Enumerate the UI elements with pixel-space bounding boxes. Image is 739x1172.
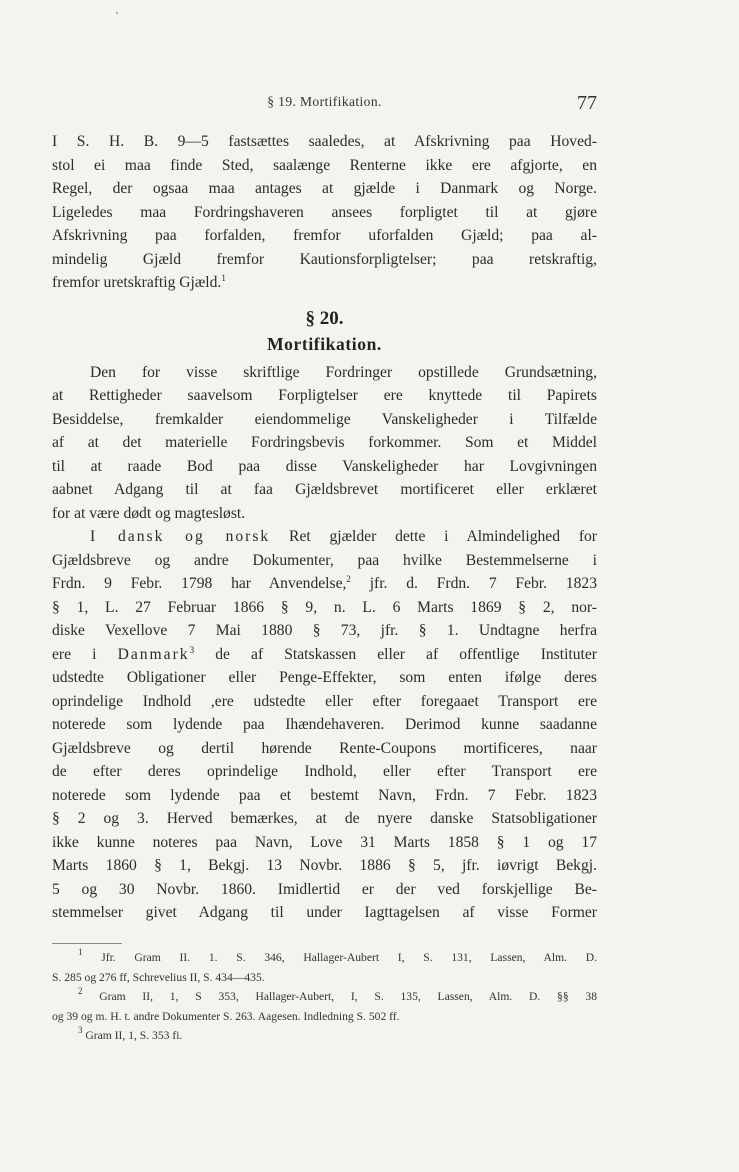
footnote-text: Jfr. Gram II. 1. S. 346, Hallager-Aubert I, S. 131, Lassen, Alm. D. [82, 951, 597, 964]
text-fragment: de af Statskassen eller af offentlige Instituter [194, 645, 597, 663]
text-line: udstedte Obligationer eller Penge-Effekter, som enten ifølge deres [52, 669, 597, 686]
text-line: diske Vexellove 7 Mai 1880 § 73, jfr. § 1. Undtagne herfra [52, 622, 597, 639]
text-line: Gjældsbreve og dertil hørende Rente-Coupons mortificeres, naar [52, 739, 597, 757]
text-fragment: jfr. d. Frdn. 7 Febr. 1823 [350, 575, 597, 592]
footnote-marker: 1 [78, 947, 83, 957]
text-line: Marts 1860 § 1, Bekgj. 13 Novbr. 1886 § 5, jfr. iøvrigt Bekgj. [52, 857, 597, 874]
footnote-marker: 3 [78, 1025, 83, 1035]
text-line: 5 og 30 Novbr. 1860. Imidlertid er der ved forskjellige Be- [52, 880, 597, 898]
text-fragment: Ret gjælder dette i Almindelighed for [270, 528, 597, 545]
text-line: af at det materielle Fordringsbevis forkommer. Som et Middel [52, 434, 597, 451]
text-fragment: fremfor uretskraftig Gjæld. [52, 274, 222, 291]
text-fragment: ere i [52, 645, 118, 663]
text-line: stemmelser givet Adgang til under Iagttagelsen af visse Former [52, 904, 597, 921]
text-line: Besiddelse, fremkalder eiendommelige Vanskeligheder i Tilfælde [52, 410, 597, 428]
paper-speck [116, 12, 118, 14]
footnote-ref: 3 [189, 644, 195, 655]
text-line [52, 572, 597, 596]
text-line: aabnet Adgang til at faa Gjældsbrevet mortificeret eller erklæret [52, 481, 597, 498]
text-line: stol ei maa finde Sted, saalænge Renterne ikke ere afgjorte, en [52, 156, 597, 174]
footnote-3 [52, 1026, 597, 1046]
page-header [52, 92, 597, 122]
text-line: § 2 og 3. Herved bemærkes, at de nyere danske Statsobligationer [52, 810, 597, 827]
text-line [52, 643, 597, 667]
footnote-marker: 2 [78, 986, 83, 996]
footnote-ref: 2 [346, 574, 351, 584]
text-line: mindelig Gjæld fremfor Kautionsforpligtelser; paa retskraftig, [52, 250, 597, 268]
text-fragment: Frdn. 9 Febr. 1798 har Anvendelse, [52, 575, 347, 592]
text-line: Ligeledes maa Fordringshaveren ansees forpligtet til at gjøre [52, 203, 597, 221]
text-line: for at være dødt og magtesløst. [52, 504, 246, 522]
text-line: noterede som lydende paa et bestemt Navn, Frdn. 7 Febr. 1823 [52, 786, 597, 804]
footnote-line: S. 285 og 276 ff, Schrevelius II, S. 434—435. [52, 970, 265, 984]
spaced-text: Danmark [117, 645, 190, 663]
footnote-1 [52, 948, 597, 968]
footnote-line: og 39 og m. H. t. andre Dokumenter S. 263. Aagesen. Indledning S. 502 ff. [52, 1009, 400, 1023]
page-number: 77 [577, 92, 597, 114]
page-body [52, 130, 597, 925]
text-line: at Rettigheder saavelsom Forpligtelser ere knyttede til Papirets [52, 387, 597, 404]
text-line [52, 271, 597, 295]
running-head: § 19. Mortifikation. [267, 94, 382, 109]
intro-paragraph [52, 130, 597, 295]
section-number: § 20. [305, 307, 344, 329]
text-line: noterede som lydende paa Ihændehaveren. Derimod kunne saadanne [52, 716, 597, 733]
text-line: til at raade Bod paa disse Vanskeligheder har Lovgivningen [52, 457, 597, 475]
footnotes [52, 948, 597, 1046]
text-line: ikke kunne noteres paa Navn, Love 31 Marts 1858 § 1 og 17 [52, 833, 597, 851]
text-line: de efter deres oprindelige Indhold, eller efter Transport ere [52, 763, 597, 780]
paragraph-1 [52, 361, 597, 526]
text-line: Afskrivning paa forfalden, fremfor uforfalden Gjæld; paa al- [52, 227, 597, 244]
text-line: § 1, L. 27 Februar 1866 § 9, n. L. 6 Marts 1869 § 2, nor- [52, 598, 597, 616]
text-line: Regel, der ogsaa maa antages at gjælde i Danmark og Norge. [52, 180, 597, 197]
text-line: Gjældsbreve og andre Dokumenter, paa hvilke Bestemmelserne i [52, 551, 597, 569]
text-line: oprindelige Indhold ,ere udstedte eller efter foregaaet Transport ere [52, 692, 597, 710]
footnote-text: Gram II, 1, S. 353 fi. [82, 1029, 183, 1042]
spaced-text: I dansk og norsk [90, 528, 271, 545]
footnote-2 [52, 987, 597, 1007]
footnote-ref: 1 [221, 273, 226, 283]
text-line [52, 525, 597, 549]
section-title: Mortifikation. [267, 333, 382, 354]
footnote-rule [52, 943, 122, 944]
text-line: Den for visse skriftlige Fordringer opstillede Grundsætning, [90, 363, 597, 381]
paragraph-2 [52, 525, 597, 925]
footnote-text: Gram II, 1, S 353, Hallager-Aubert, I, S. 135, Lassen, Alm. D. §§ 38 [82, 990, 597, 1003]
text-line: I S. H. B. 9—5 fastsættes saaledes, at Afskrivning paa Hoved- [52, 133, 597, 150]
